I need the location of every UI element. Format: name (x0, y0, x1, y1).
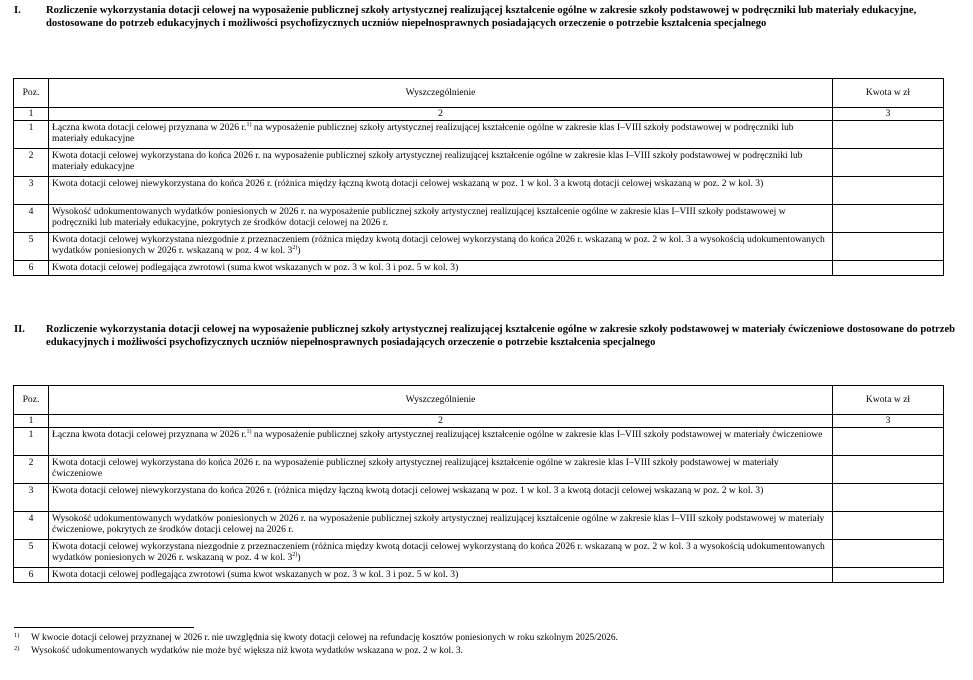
table-row (14, 204, 944, 232)
row-pos: 3 (14, 483, 49, 511)
row-description: Łączna kwota dotacji celowej przyznana w 2026 r.$^{1)}$ na wyposażenie publicznej szkoły artystycznej realizującej kształcenie ogólne w zakresie klas I–VIII szkoły podstawowej w materiały ćwiczeniowe (49, 427, 833, 455)
column-number: 2 (49, 415, 833, 428)
column-number-row (14, 108, 944, 121)
column-number: 2 (49, 108, 833, 121)
row-description: Kwota dotacji celowej wykorzystana do końca 2026 r. na wyposażenie publicznej szkoły artystycznej realizującej kształcenie ogólne w zakresie klas I–VIII szkoły podstawowej w materiały ćwiczeniowe (49, 455, 833, 483)
row-description: Kwota dotacji celowej wykorzystana do końca 2026 r. na wyposażenie publicznej szkoły artystycznej realizującej kształcenie ogólne w zakresie klas I–VIII szkoły podstawowej w podręczniki lub materiały edukacyjne (49, 148, 833, 176)
table-row (14, 260, 944, 275)
row-pos: 4 (14, 204, 49, 232)
table-row (14, 427, 944, 455)
amount-cell[interactable] (833, 232, 944, 260)
section-1-title-text: Rozliczenie wykorzystania dotacji celowej na wyposażenie publicznej szkoły artystycznej realizującej kształcenie ogólne w zakresie szkoły podstawowej w podręczniki lub materiały edukacyjne, dostosowane do potrzeb edukacyjnych i możliwości psychofizycznych uczniów niepełnosprawnych posiadających orzeczenie o potrzebie kształcenia specjalnego (46, 5, 917, 29)
footnote-mark: 2) (14, 645, 20, 652)
amount-cell[interactable] (833, 511, 944, 539)
row-description: Kwota dotacji celowej niewykorzystana do końca 2026 r. (różnica między łączną kwotą dotacji celowej wskazaną w poz. 1 w kol. 3 a kwotą dotacji celowej wskazaną w poz. 2 w kol. 3) (49, 176, 833, 204)
row-pos: 2 (14, 455, 49, 483)
header-amount: Kwota w zł (833, 386, 944, 415)
row-description: Kwota dotacji celowej podlegająca zwrotowi (suma kwot wskazanych w poz. 3 w kol. 3 i poz. 5 w kol. 3) (49, 260, 833, 275)
footnote-divider (14, 627, 194, 628)
table-row (14, 511, 944, 539)
table-header-row (14, 386, 944, 415)
table-row (14, 176, 944, 204)
table-row (14, 539, 944, 567)
amount-cell[interactable] (833, 427, 944, 455)
section-2-number: II. (14, 324, 25, 335)
footnote-text: Wysokość udokumentowanych wydatków nie może być większa niż kwota wydatków wskazana w poz. 2 w kol. 3. (31, 646, 463, 656)
row-description: Kwota dotacji celowej niewykorzystana do końca 2026 r. (różnica między łączną kwotą dotacji celowej wskazaną w poz. 1 w kol. 3 a kwotą dotacji celowej wskazaną w poz. 2 w kol. 3) (49, 483, 833, 511)
amount-cell[interactable] (833, 567, 944, 582)
row-description: Kwota dotacji celowej wykorzystana niezgodnie z przeznaczeniem (różnica między kwotą dotacji celowej wykorzystaną do końca 2026 r. wskazaną w poz. 2 w kol. 3 a wysokością udokumentowanych wydatków poniesionych w 2026 r. wskazaną w poz. 4 w kol. 3$^{2)}$) (49, 232, 833, 260)
row-pos: 3 (14, 176, 49, 204)
column-number: 1 (14, 415, 49, 428)
table-row (14, 148, 944, 176)
row-description: Wysokość udokumentowanych wydatków poniesionych w 2026 r. na wyposażenie publicznej szkoły artystycznej realizującej kształcenie ogólne w zakresie klas I–VIII szkoły podstawowej w podręczniki lub materiały edukacyjne, pokrytych ze środków dotacji celowej na 2026 r. (49, 204, 833, 232)
section-1-table (13, 78, 944, 276)
row-pos: 5 (14, 232, 49, 260)
table-row (14, 567, 944, 582)
amount-cell[interactable] (833, 455, 944, 483)
row-pos: 4 (14, 511, 49, 539)
row-description: Łączna kwota dotacji celowej przyznana w 2026 r.$^{1)}$ na wyposażenie publicznej szkoły artystycznej realizującej kształcenie ogólne w zakresie klas I–VIII szkoły podstawowej w podręczniki lub materiały edukacyjne (49, 120, 833, 148)
section-2-table (13, 385, 944, 583)
footnote-1 (14, 633, 964, 644)
row-pos: 1 (14, 120, 49, 148)
amount-cell[interactable] (833, 483, 944, 511)
section-1-title (14, 4, 966, 30)
table-row (14, 120, 944, 148)
amount-cell[interactable] (833, 539, 944, 567)
header-amount: Kwota w zł (833, 79, 944, 108)
amount-cell[interactable] (833, 176, 944, 204)
row-pos: 6 (14, 260, 49, 275)
table-row (14, 455, 944, 483)
section-2-title (14, 323, 966, 349)
section-1-number: I. (14, 5, 21, 16)
amount-cell[interactable] (833, 260, 944, 275)
amount-cell[interactable] (833, 148, 944, 176)
header-description: Wyszczególnienie (49, 79, 833, 108)
row-description: Wysokość udokumentowanych wydatków poniesionych w 2026 r. na wyposażenie publicznej szkoły artystycznej realizującej kształcenie ogólne w zakresie klas I–VIII szkoły podstawowej w materiały ćwiczeniowe, pokrytych ze środków dotacji celowej na 2026 r. (49, 511, 833, 539)
table-row (14, 483, 944, 511)
amount-cell[interactable] (833, 204, 944, 232)
footnote-2 (14, 646, 964, 657)
column-number: 3 (833, 415, 944, 428)
amount-cell[interactable] (833, 120, 944, 148)
header-description: Wyszczególnienie (49, 386, 833, 415)
header-pos: Poz. (14, 386, 49, 415)
table-row (14, 232, 944, 260)
header-pos: Poz. (14, 79, 49, 108)
footnote-text: W kwocie dotacji celowej przyznanej w 2026 r. nie uwzględnia się kwoty dotacji celowej na refundację kosztów poniesionych w roku szkolnym 2025/2026. (31, 633, 618, 643)
row-pos: 2 (14, 148, 49, 176)
table-header-row (14, 79, 944, 108)
footnote-mark: 1) (14, 632, 20, 639)
row-pos: 6 (14, 567, 49, 582)
row-pos: 5 (14, 539, 49, 567)
row-description: Kwota dotacji celowej wykorzystana niezgodnie z przeznaczeniem (różnica między kwotą dotacji celowej wykorzystaną do końca 2026 r. wskazaną w poz. 2 w kol. 3 a wysokością udokumentowanych wydatków poniesionych w 2026 r. wskazaną w poz. 4 w kol. 3$^{2)}$) (49, 539, 833, 567)
column-number: 1 (14, 108, 49, 121)
row-description: Kwota dotacji celowej podlegająca zwrotowi (suma kwot wskazanych w poz. 3 w kol. 3 i poz. 5 w kol. 3) (49, 567, 833, 582)
column-number-row (14, 415, 944, 428)
section-2-title-text: Rozliczenie wykorzystania dotacji celowej na wyposażenie publicznej szkoły artystycznej realizującej kształcenie ogólne w zakresie szkoły podstawowej w materiały ćwiczeniowe dostosowane do potrzeb edukacyjnych i możliwości psychofizycznych uczniów niepełnosprawnych posiadających orzeczenie o potrzebie kształcenia specjalnego (46, 324, 956, 348)
row-pos: 1 (14, 427, 49, 455)
column-number: 3 (833, 108, 944, 121)
